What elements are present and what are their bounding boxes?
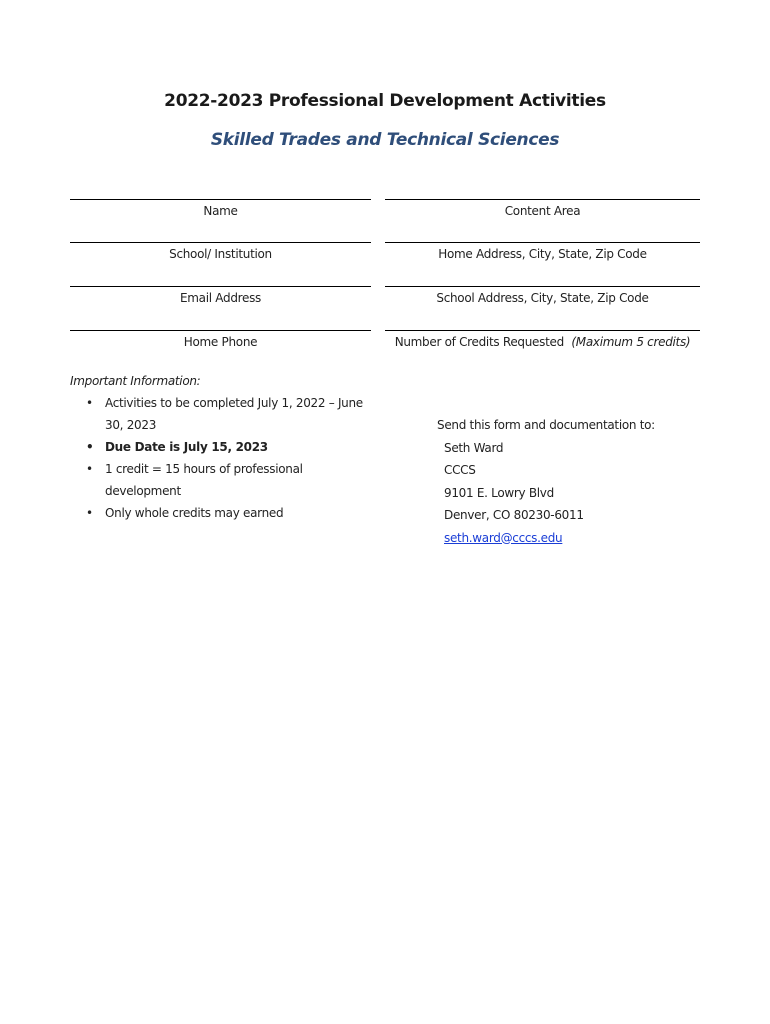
bullet-icon: • — [86, 462, 93, 476]
send-to-heading: Send this form and documentation to: — [437, 418, 655, 432]
important-information — [70, 373, 370, 524]
content-area-field[interactable] — [385, 199, 700, 219]
email-address-field[interactable] — [70, 286, 371, 306]
list-item — [70, 502, 370, 524]
school-institution-field[interactable] — [70, 242, 371, 262]
recipient-email-link[interactable]: seth.ward@cccs.edu — [444, 530, 563, 545]
important-information-heading: Important Information: — [70, 374, 201, 388]
recipient-street: 9101 E. Lowry Blvd — [444, 485, 554, 500]
school-address-field[interactable] — [385, 286, 700, 306]
credits-requested-field[interactable] — [385, 330, 700, 350]
name-label: Name — [203, 204, 238, 218]
list-item-text: Activities to be completed July 1, 2022 – June 30, 2023 — [105, 396, 363, 432]
school-address-label: School Address, City, State, Zip Code — [436, 291, 649, 305]
home-address-label: Home Address, City, State, Zip Code — [438, 247, 647, 261]
credits-requested-label: Number of Credits Requested — [394, 335, 564, 349]
bullet-icon: • — [86, 440, 94, 454]
document-title: 2022-2023 Professional Development Activities — [164, 91, 606, 111]
name-field[interactable] — [70, 199, 371, 219]
recipient-org: CCCS — [444, 463, 476, 477]
school-institution-label: School/ Institution — [169, 247, 272, 261]
list-item-text: Only whole credits may earned — [105, 506, 284, 520]
list-item — [70, 458, 370, 502]
home-phone-field[interactable] — [70, 330, 371, 350]
bullet-icon: • — [86, 396, 93, 410]
document-subtitle: Skilled Trades and Technical Sciences — [210, 130, 560, 150]
bullet-icon: • — [86, 506, 93, 520]
recipient-email-line — [437, 527, 717, 550]
content-area-label: Content Area — [504, 204, 581, 218]
send-to-block — [437, 414, 717, 549]
important-information-list — [70, 392, 370, 524]
list-item-text: Due Date is July 15, 2023 — [105, 440, 268, 454]
home-address-field[interactable] — [385, 242, 700, 262]
list-item-text: 1 credit = 15 hours of professional development — [105, 462, 303, 498]
email-address-label: Email Address — [180, 291, 261, 305]
credits-requested-note: (Maximum 5 credits) — [571, 335, 691, 349]
recipient-city-state-zip: Denver, CO 80230-6011 — [444, 508, 584, 522]
list-item — [70, 392, 370, 436]
list-item — [70, 436, 370, 458]
home-phone-label: Home Phone — [183, 335, 258, 349]
recipient-name: Seth Ward — [444, 440, 504, 455]
